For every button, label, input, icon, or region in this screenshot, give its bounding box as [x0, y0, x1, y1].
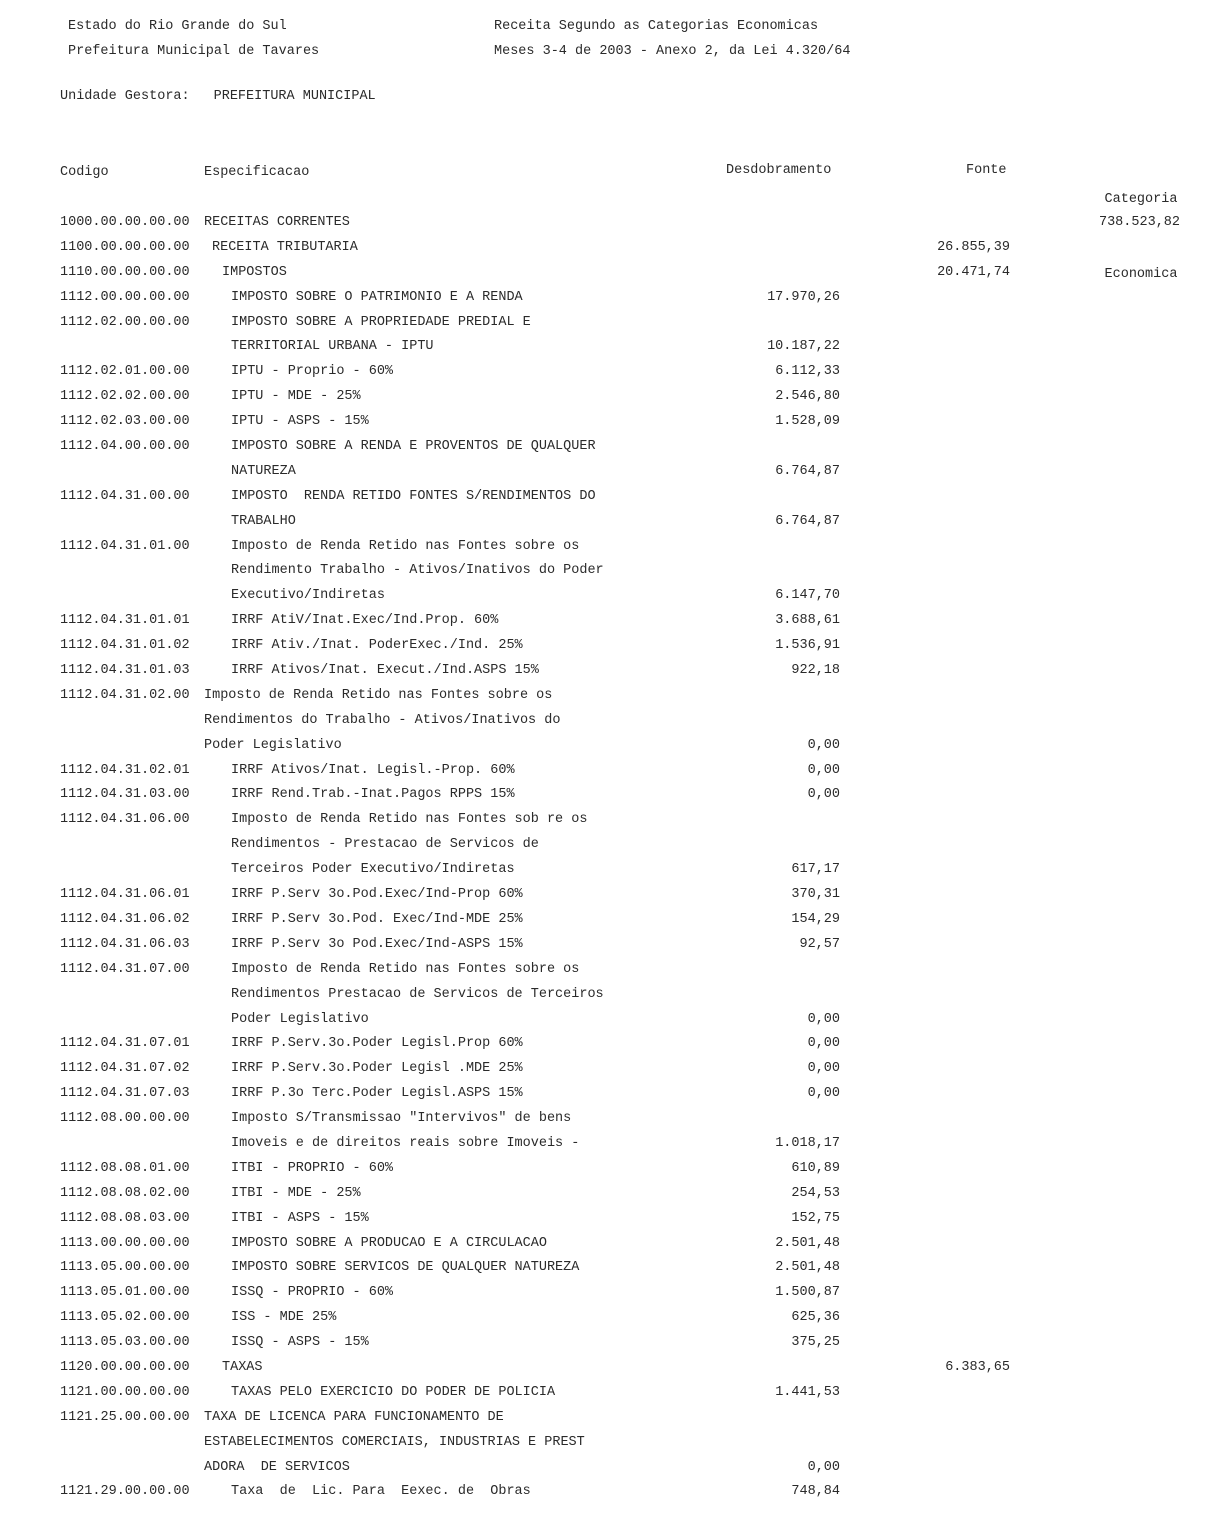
row-desdobramento: 1.018,17: [775, 1135, 840, 1151]
table-row: [0, 958, 1220, 983]
row-code: 1112.04.31.02.00: [60, 687, 190, 703]
table-row: [0, 908, 1220, 933]
row-description: ITBI - MDE - 25%: [231, 1185, 361, 1201]
table-row: [0, 1132, 1220, 1157]
table-row: [0, 311, 1220, 336]
column-header-desdobramento: Desdobramento: [726, 163, 832, 178]
row-description: IPTU - ASPS - 15%: [231, 414, 369, 430]
row-code: 1112.04.31.01.00: [60, 538, 190, 554]
row-fonte: 20.471,74: [937, 264, 1010, 280]
row-desdobramento: 370,31: [791, 887, 840, 903]
row-description: ITBI - PROPRIO - 60%: [231, 1160, 394, 1176]
row-desdobramento: 0,00: [807, 1011, 840, 1027]
row-description: TRABALHO: [231, 513, 296, 529]
row-code: 1113.05.01.00.00: [60, 1285, 190, 1301]
table-row: [0, 1306, 1220, 1331]
row-desdobramento: 10.187,22: [767, 339, 840, 355]
row-code: 1112.04.31.06.03: [60, 936, 190, 952]
row-description: RECEITA TRIBUTARIA: [212, 239, 358, 255]
row-code: 1112.04.31.03.00: [60, 787, 190, 803]
row-desdobramento: 1.500,87: [775, 1285, 840, 1301]
table-row: [0, 535, 1220, 560]
table-row: [0, 410, 1220, 435]
row-code: 1100.00.00.00.00: [60, 239, 190, 255]
table-row: [0, 236, 1220, 261]
row-code: 1112.08.08.03.00: [60, 1210, 190, 1226]
table-row: [0, 261, 1220, 286]
row-code: 1112.04.31.01.01: [60, 613, 190, 629]
table-row: [0, 584, 1220, 609]
table-row: [0, 709, 1220, 734]
header-right: [494, 14, 850, 64]
row-code: 1112.04.31.00.00: [60, 488, 190, 504]
row-description: TAXAS: [222, 1359, 263, 1375]
row-code: 1112.04.31.02.01: [60, 762, 190, 778]
table-row: [0, 1406, 1220, 1431]
row-desdobramento: 3.688,61: [775, 613, 840, 629]
header-left: [68, 14, 319, 64]
row-code: 1121.25.00.00.00: [60, 1409, 190, 1425]
row-desdobramento: 0,00: [807, 1061, 840, 1077]
row-description: IMPOSTO RENDA RETIDO FONTES S/RENDIMENTOS DO: [231, 488, 596, 504]
row-description: IRRF AtiV/Inat.Exec/Ind.Prop. 60%: [231, 613, 499, 629]
row-code: 1121.29.00.00.00: [60, 1484, 190, 1500]
table-row: [0, 1256, 1220, 1281]
report-title: Receita Segundo as Categorias Economicas: [494, 19, 819, 34]
row-description: Executivo/Indiretas: [231, 588, 385, 604]
row-desdobramento: 6.147,70: [775, 588, 840, 604]
row-desdobramento: 0,00: [807, 1459, 840, 1475]
row-code: 1112.04.31.01.03: [60, 663, 190, 679]
row-desdobramento: 254,53: [791, 1185, 840, 1201]
row-code: 1112.00.00.00.00: [60, 289, 190, 305]
revenue-table: [0, 211, 1220, 1505]
row-description: IMPOSTO SOBRE A PRODUCAO E A CIRCULACAO: [231, 1235, 547, 1251]
row-code: 1113.05.03.00.00: [60, 1335, 190, 1351]
table-row: [0, 1431, 1220, 1456]
row-desdobramento: 0,00: [807, 1036, 840, 1052]
row-desdobramento: 0,00: [807, 762, 840, 778]
column-header-codigo: Codigo: [60, 165, 109, 180]
row-code: 1120.00.00.00.00: [60, 1359, 190, 1375]
row-description: Poder Legislativo: [231, 1011, 369, 1027]
row-fonte: 26.855,39: [937, 239, 1010, 255]
row-description: Imposto de Renda Retido nas Fontes sobre os: [204, 687, 553, 703]
row-description: IRRF P.Serv.3o.Poder Legisl .MDE 25%: [231, 1061, 523, 1077]
row-categoria: 738.523,82: [1098, 215, 1180, 230]
table-row: [0, 609, 1220, 634]
table-row: [0, 485, 1220, 510]
row-desdobramento: 0,00: [807, 1086, 840, 1102]
row-code: 1113.00.00.00.00: [60, 1235, 190, 1251]
table-row: [0, 1331, 1220, 1356]
unit-value: PREFEITURA MUNICIPAL: [213, 89, 376, 104]
unit-label: Unidade Gestora:: [60, 89, 190, 104]
row-desdobramento: 748,84: [791, 1484, 840, 1500]
table-row: [0, 1057, 1220, 1082]
row-code: 1110.00.00.00.00: [60, 264, 190, 280]
row-description: ISS - MDE 25%: [231, 1310, 337, 1326]
row-desdobramento: 1.528,09: [775, 414, 840, 430]
row-description: Imoveis e de direitos reais sobre Imoveis -: [231, 1135, 580, 1151]
table-row: [0, 933, 1220, 958]
row-code: 1112.02.01.00.00: [60, 364, 190, 380]
table-row: [0, 983, 1220, 1008]
row-desdobramento: 2.546,80: [775, 389, 840, 405]
row-description: Imposto S/Transmissao "Intervivos" de bens: [231, 1111, 572, 1127]
row-code: 1112.02.02.00.00: [60, 389, 190, 405]
table-row: [0, 1157, 1220, 1182]
table-row: [0, 1082, 1220, 1107]
row-description: Taxa de Lic. Para Eexec. de Obras: [231, 1484, 531, 1500]
table-row: [0, 1356, 1220, 1381]
row-description: IRRF Ativos/Inat. Legisl.-Prop. 60%: [231, 762, 515, 778]
row-desdobramento: 152,75: [791, 1210, 840, 1226]
table-row: [0, 1381, 1220, 1406]
table-row: [0, 1456, 1220, 1481]
row-description: Rendimentos Prestacao de Servicos de Terceiros: [231, 986, 604, 1002]
row-description: ADORA DE SERVICOS: [204, 1459, 350, 1475]
row-fonte: 6.383,65: [945, 1359, 1010, 1375]
row-description: ISSQ - PROPRIO - 60%: [231, 1285, 394, 1301]
row-code: 1112.08.00.00.00: [60, 1111, 190, 1127]
row-description: IMPOSTO SOBRE O PATRIMONIO E A RENDA: [231, 289, 523, 305]
row-desdobramento: 6.112,33: [775, 364, 840, 380]
row-desdobramento: 2.501,48: [775, 1260, 840, 1276]
management-unit: [60, 89, 376, 104]
state-name: Estado do Rio Grande do Sul: [68, 19, 287, 34]
row-desdobramento: 0,00: [807, 787, 840, 803]
row-description: ITBI - ASPS - 15%: [231, 1210, 369, 1226]
table-row: [0, 1207, 1220, 1232]
table-row: [0, 858, 1220, 883]
row-description: Imposto de Renda Retido nas Fontes sobre os: [231, 961, 580, 977]
row-code: 1112.04.31.06.01: [60, 887, 190, 903]
row-description: Imposto de Renda Retido nas Fontes sob re os: [231, 812, 588, 828]
table-row: [0, 1281, 1220, 1306]
row-description: TERRITORIAL URBANA - IPTU: [231, 339, 434, 355]
row-desdobramento: 610,89: [791, 1160, 840, 1176]
row-code: 1113.05.02.00.00: [60, 1310, 190, 1326]
row-description: Rendimentos - Prestacao de Servicos de: [231, 837, 539, 853]
row-description: Terceiros Poder Executivo/Indiretas: [231, 862, 515, 878]
row-description: Imposto de Renda Retido nas Fontes sobre os: [231, 538, 580, 554]
table-row: [0, 286, 1220, 311]
row-code: 1112.04.31.07.00: [60, 961, 190, 977]
table-row: [0, 360, 1220, 385]
table-row: [0, 783, 1220, 808]
row-desdobramento: 17.970,26: [767, 289, 840, 305]
table-row: [0, 460, 1220, 485]
row-description: IMPOSTO SOBRE A PROPRIEDADE PREDIAL E: [231, 314, 531, 330]
table-row: [0, 684, 1220, 709]
row-desdobramento: 0,00: [807, 737, 840, 753]
row-description: IRRF Ativ./Inat. PoderExec./Ind. 25%: [231, 638, 523, 654]
row-code: 1112.08.08.01.00: [60, 1160, 190, 1176]
table-row: [0, 759, 1220, 784]
table-row: [0, 1008, 1220, 1033]
table-row: [0, 335, 1220, 360]
row-description: IRRF P.Serv 3o.Pod.Exec/Ind-Prop 60%: [231, 887, 523, 903]
table-row: [0, 1480, 1220, 1505]
row-desdobramento: 6.764,87: [775, 463, 840, 479]
column-header-fonte: Fonte: [966, 163, 1007, 178]
column-header-categoria-line2: Economica: [1104, 267, 1178, 282]
table-row: [0, 211, 1220, 236]
table-row: [0, 435, 1220, 460]
row-description: IRRF P.Serv 3o Pod.Exec/Ind-ASPS 15%: [231, 936, 523, 952]
row-code: 1112.04.31.07.03: [60, 1086, 190, 1102]
table-row: [0, 1032, 1220, 1057]
row-desdobramento: 375,25: [791, 1335, 840, 1351]
report-period: Meses 3-4 de 2003 - Anexo 2, da Lei 4.320/64: [494, 44, 851, 59]
row-code: 1000.00.00.00.00: [60, 215, 190, 230]
column-header-categoria-line1: Categoria: [1104, 192, 1178, 207]
row-description: ISSQ - ASPS - 15%: [231, 1335, 369, 1351]
row-code: 1112.02.03.00.00: [60, 414, 190, 430]
row-code: 1112.02.00.00.00: [60, 314, 190, 330]
municipality-name: Prefeitura Municipal de Tavares: [68, 44, 320, 59]
row-description: ESTABELECIMENTOS COMERCIAIS, INDUSTRIAS E PREST: [204, 1434, 585, 1450]
row-description: NATUREZA: [231, 463, 296, 479]
row-description: IPTU - Proprio - 60%: [231, 364, 394, 380]
row-desdobramento: 2.501,48: [775, 1235, 840, 1251]
row-description: TAXA DE LICENCA PARA FUNCIONAMENTO DE: [204, 1409, 504, 1425]
table-row: [0, 559, 1220, 584]
row-code: 1112.04.00.00.00: [60, 439, 190, 455]
column-header-especificacao: Especificacao: [204, 165, 310, 180]
row-description: IRRF Ativos/Inat. Execut./Ind.ASPS 15%: [231, 663, 539, 679]
row-code: 1112.04.31.07.02: [60, 1061, 190, 1077]
row-desdobramento: 154,29: [791, 911, 840, 927]
row-code: 1112.04.31.01.02: [60, 638, 190, 654]
table-row: [0, 1107, 1220, 1132]
table-row: [0, 385, 1220, 410]
row-desdobramento: 92,57: [799, 936, 840, 952]
row-code: 1112.04.31.06.02: [60, 911, 190, 927]
row-description: RECEITAS CORRENTES: [204, 215, 350, 230]
row-code: 1112.04.31.07.01: [60, 1036, 190, 1052]
table-row: [0, 659, 1220, 684]
table-row: [0, 833, 1220, 858]
table-row: [0, 734, 1220, 759]
row-desdobramento: 922,18: [791, 663, 840, 679]
table-row: [0, 1182, 1220, 1207]
row-code: 1112.04.31.06.00: [60, 812, 190, 828]
row-description: IRRF P.Serv.3o.Poder Legisl.Prop 60%: [231, 1036, 523, 1052]
row-description: IRRF Rend.Trab.-Inat.Pagos RPPS 15%: [231, 787, 515, 803]
row-desdobramento: 6.764,87: [775, 513, 840, 529]
row-code: 1121.00.00.00.00: [60, 1384, 190, 1400]
table-row: [0, 808, 1220, 833]
row-desdobramento: 1.536,91: [775, 638, 840, 654]
row-description: TAXAS PELO EXERCICIO DO PODER DE POLICIA: [231, 1384, 556, 1400]
row-code: 1113.05.00.00.00: [60, 1260, 190, 1276]
row-description: IMPOSTO SOBRE A RENDA E PROVENTOS DE QUALQUER: [231, 439, 596, 455]
row-description: IMPOSTO SOBRE SERVICOS DE QUALQUER NATUREZA: [231, 1260, 580, 1276]
table-row: [0, 883, 1220, 908]
row-description: IMPOSTOS: [222, 264, 287, 280]
row-description: Rendimento Trabalho - Ativos/Inativos do Poder: [231, 563, 604, 579]
row-description: Rendimentos do Trabalho - Ativos/Inativos do: [204, 712, 561, 728]
table-row: [0, 634, 1220, 659]
row-code: 1112.08.08.02.00: [60, 1185, 190, 1201]
row-description: IPTU - MDE - 25%: [231, 389, 361, 405]
row-desdobramento: 625,36: [791, 1310, 840, 1326]
row-desdobramento: 617,17: [791, 862, 840, 878]
table-row: [0, 510, 1220, 535]
row-description: IRRF P.Serv 3o.Pod. Exec/Ind-MDE 25%: [231, 911, 523, 927]
row-description: IRRF P.3o Terc.Poder Legisl.ASPS 15%: [231, 1086, 523, 1102]
row-desdobramento: 1.441,53: [775, 1384, 840, 1400]
row-description: Poder Legislativo: [204, 737, 342, 753]
table-row: [0, 1232, 1220, 1257]
